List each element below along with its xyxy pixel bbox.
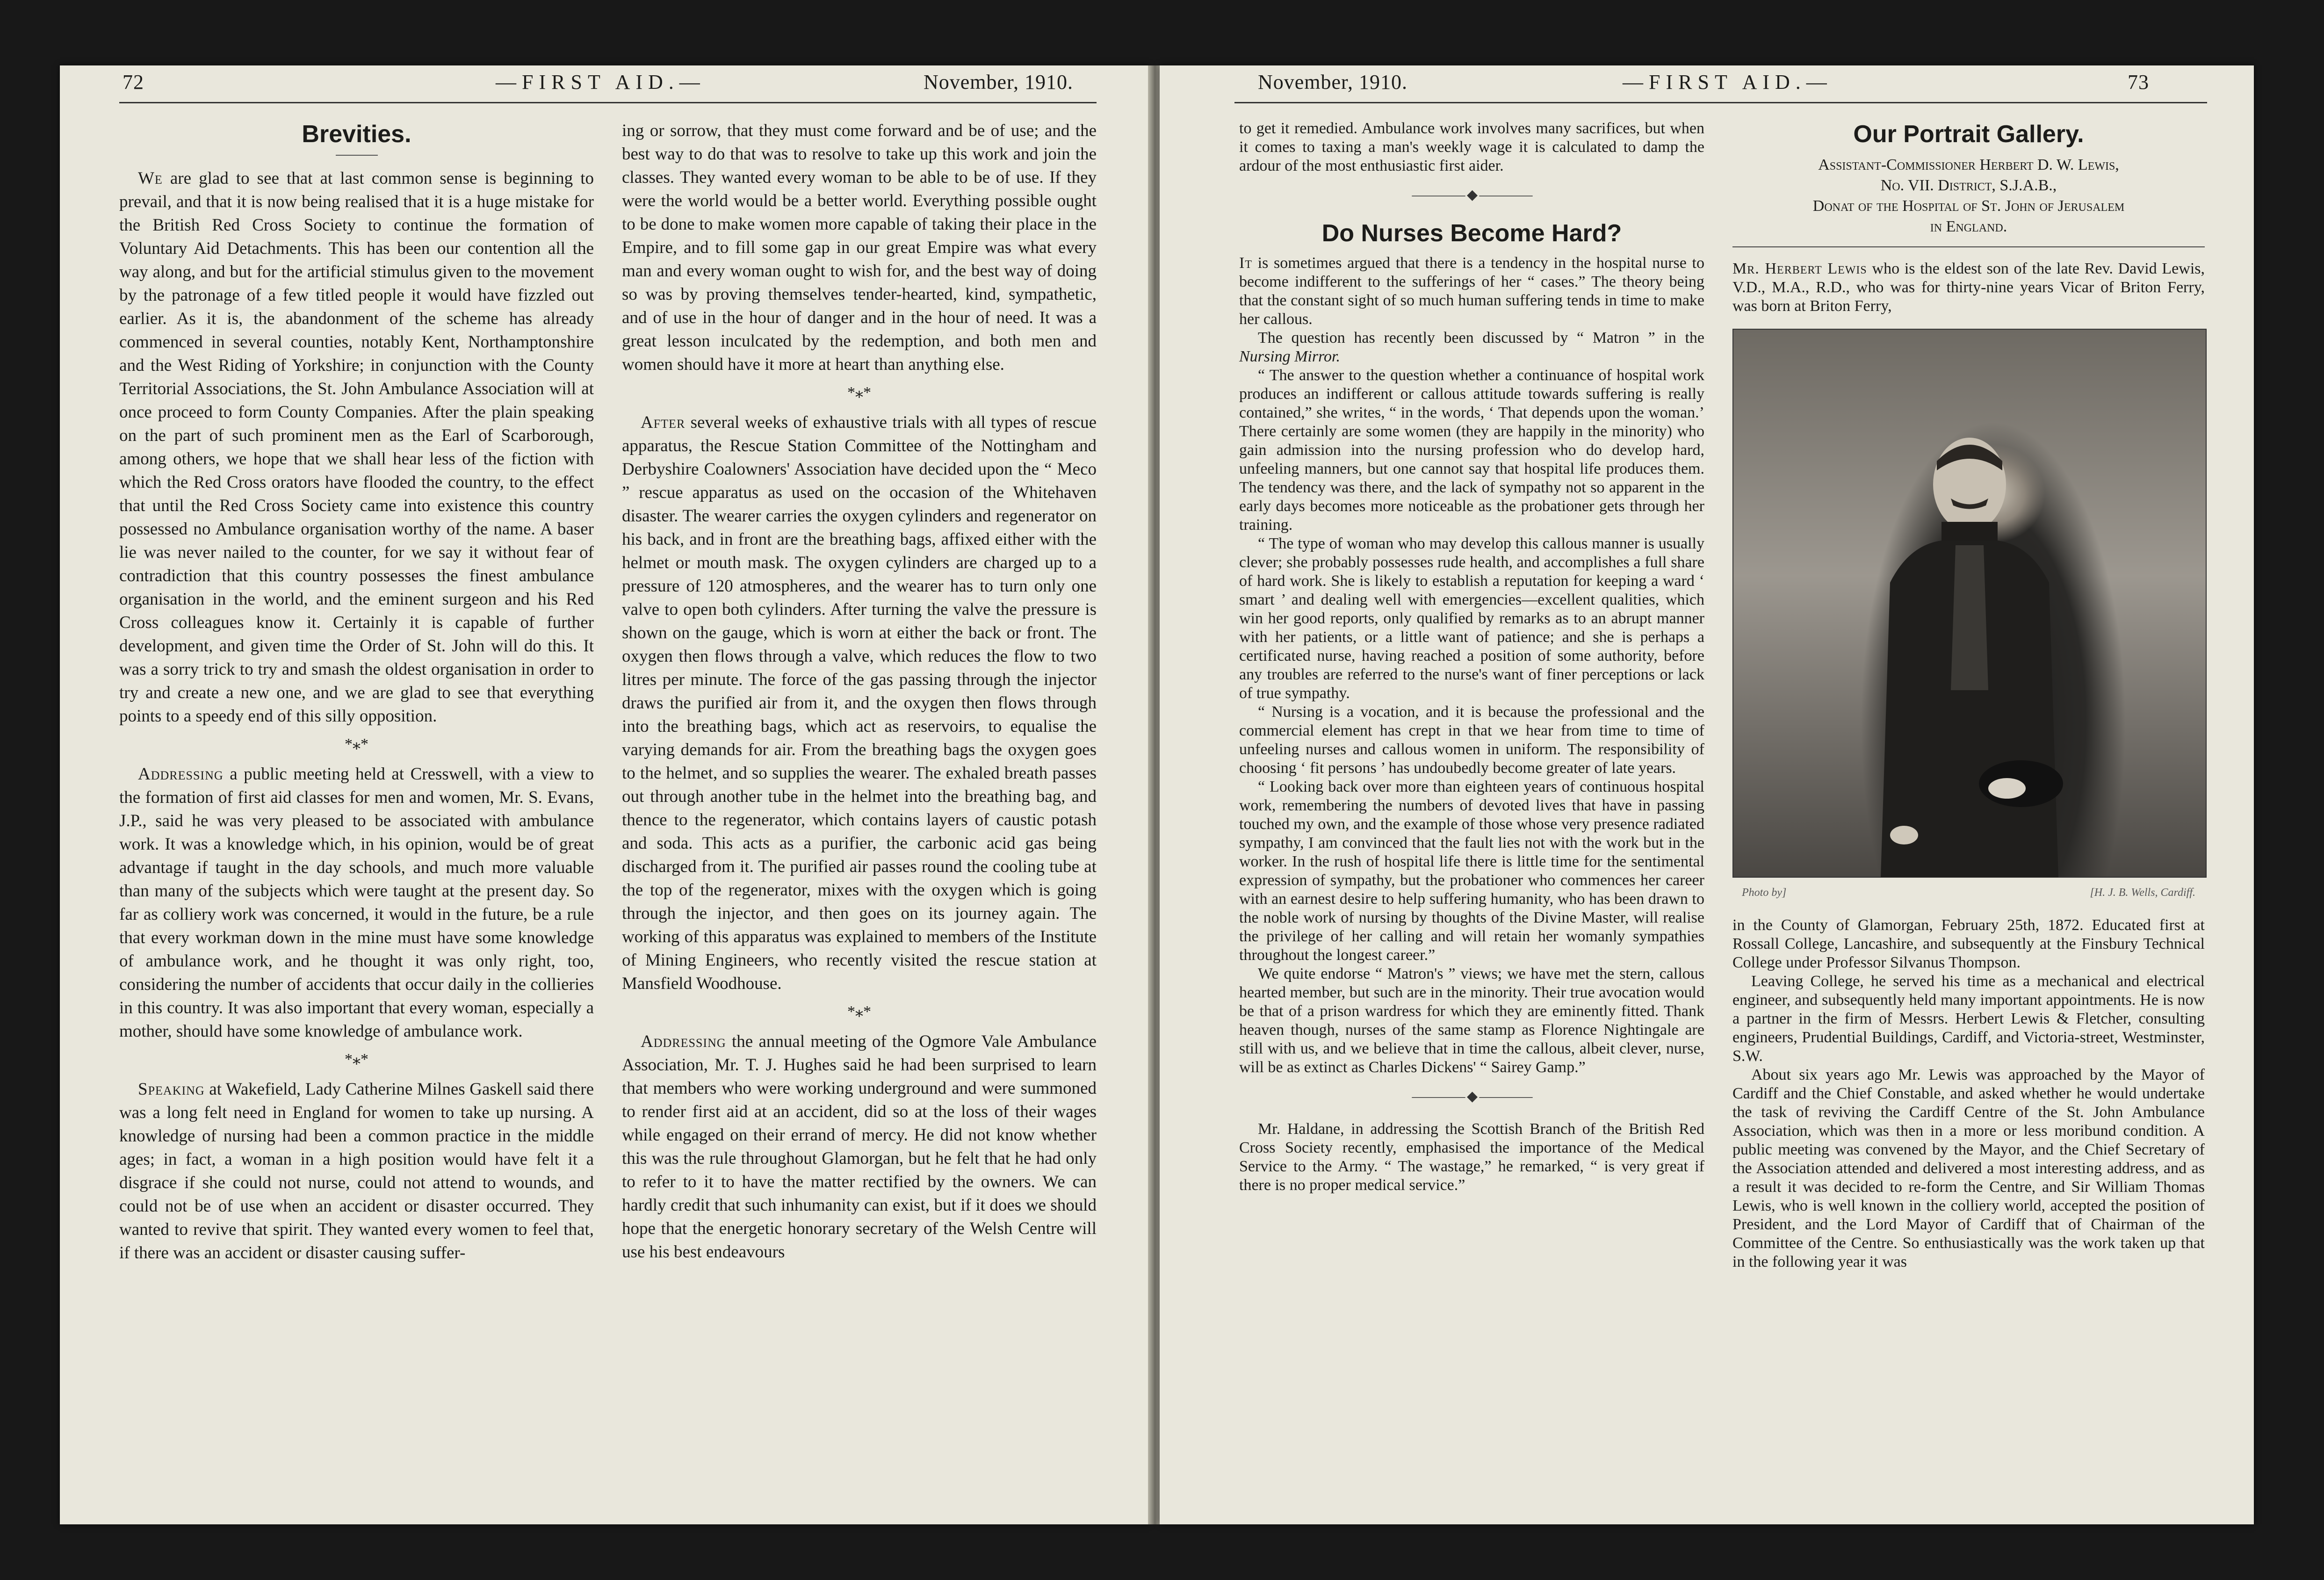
lead-word: Addressing [641,1032,726,1051]
paragraph-text: are glad to see that at last common sense is beginning to prevail, and that it is now being realised that it is a huge mistake for the British Red Cross Society to continue the formation of Voluntary Aid Detachments. This has been our contention all the way along, and but for the artificial stimulus given to the movement by the patronage of a few titled people it would have fizzled out earlier. As it is, the abandonment of the scheme has already commenced in several counties, notably Kent, Northamptonshire and the West Riding of Yorkshire; in conjunction with the County Territorial Associations, the St. John Ambulance Association will at once proceed to form County Companies. After the plain speaking on the part of such prominent men as the Earl of Scarborough, among others, we hope that we shall hear less of the fiction with which the Red Cross orators have flooded the country, to the effect that until the Red Cross Society came into existence this country possessed no Ambulance organisation worthy of the name. A baser lie was never nailed to the counter, for we say it without fear of contradiction that this country possesses the finest ambulance organisation in the world, and the eminent surgeon and his Red Cross colleagues know it. Certainly it is capable of further development, and given time the Order of St. John will do this. It was a sorry trick to try and smash the oldest organisation in order to try and create a new one, and we are glad to see that everything points to a speedy end of this silly opposition. [119,169,594,726]
haldane-paragraph: Mr. Haldane, in addressing the Scottish Branch of the British Red Cross Society recently, emphasised the importance of the Medical Service to the Army. “ The wastage,” he remarked, “ is very great if there is no proper medical service.” [1239,1120,1704,1194]
photo-caption [1732,878,2205,916]
nurses-paragraph-5: “ Nursing is a vocation, and it is because the professional and the commercial element has crept in that we hear from time to time of unfeeling nurses and callous women in uniform. The responsibility of choosing ‘ fit persons ’ has undoubedly become greater of late years. [1239,703,1704,777]
portrait-photograph [1732,329,2207,878]
photo-credit-label: Photo by] [1742,887,1787,899]
byline-line-1: Assistant-Commissioner Herbert D. W. Lewis, [1818,156,2119,173]
byline-rule [1732,246,2205,247]
nurses-paragraph-2 [1239,329,1704,366]
header-rule-left [119,102,1097,103]
nurses-paragraph-7: We quite endorse “ Matron's ” views; we have met the stern, callous hearted member, but such are in the minority. Their true avocation would be that of a prison wardress for which they are eminently fitted. Thank heaven though, nurses of the same stamp as Florence Nightingale are still with us, and we believe that in time the callous, albeit clever, nurse, will be as extinct as Charles Dickens' “ Sairey Gamp.” [1239,965,1704,1076]
paragraph-text: several weeks of exhaustive trials with all types of rescue apparatus, the Rescue Station Committee of the Nottingham and Derbyshire Coalowners' Association have decided upon the “ Meco ” rescue apparatus as used on the occasion of the Whitehaven disaster. The wearer carries the oxygen cylinders and regenerator on his back, and in front are the breathing bags, affixed either with the helmet or mouth mask. The oxygen cylinders are charged up to a pressure of 120 atmospheres, and the wearer has to turn only one valve to open both cylinders. After turning the valve the pressure is shown on the gauge, which is worn at either the back or front. The oxygen then flows through a valve, which reduces the flow to two litres per minute. The force of the gas passing through the injector draws the purified air from it, and the oxygen then flows through into the breathing bags, which act as reservoirs, to equalise the varying demands for air. From the breathing bags the oxygen goes to the helmet, and so supplies the wearer. The exhaled breath passes out through another tube in the helmet into the breathing bag, and thence to the regenerator, which contains layers of caustic potash and soda. This acts as a purifier, the carbonic acid gas being discharged from it. The purified air passes round the cooling tube at the top of the regenerator, mixes with the oxygen which is going through the injector, and then goes on its journey again. The working of this apparatus was explained to members of the Institute of Mining Engineers, who recently visited the rescue station at Mansfield Woodhouse. [622,413,1097,993]
lead-word: It [1239,254,1252,272]
byline-line-3: Donat of the Hospital of St. John of Jerusalem [1812,197,2125,215]
nurses-paragraph-6: “ Looking back over more than eighteen years of continuous hospital work, remembering the numbers of devoted lives that have in passing touched my own, and the example of those whose very presence radiated sympathy, I am convinced that the fault lies not with the work but in the worker. In the rush of hospital life there is little time for the sentimental expression of sympathy, but the probationer who commences her career with an earnest desire to help suffering humanity, who has been drawn to the noble work of nursing by thoughts of the Divine Master, will realise the privilege of her calling and will retain her womanly sympathies throughout the longest career.” [1239,778,1704,964]
lead-word: Speaking [138,1080,205,1099]
ogmore-vale-paragraph [622,1030,1097,1264]
publication-title: Nursing Mirror. [1239,348,1341,365]
page-number-right: 73 [2128,71,2149,94]
byline-line-4: in England. [1930,218,2007,235]
header-date-left: November, 1910. [924,71,1073,94]
continued-paragraph: to get it remedied. Ambulance work involves many sacrifices, but when it comes to taxing a man's weekly wage it is calculated to damp the ardour of the most enthusiastic first aider. [1239,120,1704,174]
header-date-right: November, 1910. [1258,71,1407,94]
right-column-2 [1732,119,2205,1271]
paragraph-text: at Wakefield, Lady Catherine Milnes Gaskell said there was a long felt need in England for women to take up nursing. A knowledge of nursing had been a common practice in the middle ages; in fact, a woman in a high position would have felt it a disgrace if she could not nurse, could not attend to wounds, and could not be of use when an accident or disaster occurred. They wanted to revive that spirit. They wanted every women to feel that, if there was an accident or disaster causing suffer- [119,1080,594,1263]
continued-paragraph: ing or sorrow, that they must come forward and be of use; and the best way to do that was to resolve to take up this work and join the classes. They wanted every woman to be able to be of use. If they were the world would be a better world. Everything possible ought to be done to make women more capable of taking their place in the Empire, and to fill some gap in our great Empire was what every man and every woman ought to wish for, and the best way of doing so was by proving themselves tender-hearted, kind, sympathetic, and of use in the hour of danger and in the hour of need. It was a great lesson inculcated by the redemption, and both men and women should have it more at heart than anything else. [622,121,1097,374]
left-column-1 [119,119,594,1265]
running-title-right: —FIRST AID.— [1623,71,1833,94]
nurses-paragraph-3: “ The answer to the question whether a continuance of hospital work produces an indifferent or callous attitude towards suffering is really contained,” she writes, “ in the words, ‘ That depends upon the woman.’ There certainly are some women (they are happily in the minority) who gain admission into the nursing profession who do develop hard, unfeeling manners, but one cannot say that hospital life produces them. The tendency was there, and the lack of sympathy not so apparent in the early days becomes more noticeable as the probationer gets through her training. [1239,367,1704,534]
photographer-credit: [H. J. B. Wells, Cardiff. [2090,887,2195,899]
section-divider: ———— ◆ ———— [1412,187,1532,202]
brevities-paragraph-2 [119,763,594,1043]
brevities-paragraph-1 [119,167,594,728]
portrait-gallery-heading: Our Portrait Gallery. [1853,121,2084,148]
portrait-paragraph-4: About six years ago Mr. Lewis was approached by the Mayor of Cardiff and the Chief Constable, and asked whether he would undertake the task of reviving the Cardiff Centre of the St. John Ambulance Association, which was then in a more or less moribund condition. A public meeting was convened by the Mayor, and the Chief Secretary of the Association attended and delivered a most interesting address, and as a result it was decided to re-form the Centre, and Sir William Thomas Lewis, who is well known in the colliery world, accepted the position of President, and the Lord Mayor of Cardiff that of Chairman of the Committee of the Centre. So enthusiastically was the work taken up that in the following year it was [1732,1066,2205,1270]
asterism-ornament: *⁎* [345,1051,368,1068]
paragraph-text: who is the eldest son of the late Rev. David Lewis, V.D., M.A., R.D., who was for thirty-nine years Vicar of Briton Ferry, was born at Briton Ferry, [1732,260,2205,315]
lead-word: We [138,169,163,188]
asterism-ornament: *⁎* [345,736,368,753]
paragraph-text: The question has recently been discussed by “ Matron ” in the [1258,329,1704,346]
paragraph-text: is sometimes argued that there is a tendency in the hospital nurse to become indifferent to the sufferings of her “ cases.” The theory being that the constant sight of so much human suffering tends in time to make her callous. [1239,254,1704,328]
left-column-2 [622,119,1097,1264]
asterism-ornament: *⁎* [847,384,871,401]
asterism-ornament: *⁎* [847,1003,871,1020]
nurses-heading: Do Nurses Become Hard? [1321,220,1622,247]
heading-rule [336,155,378,156]
lead-word: After [641,413,686,432]
byline-line-2: No. VII. District, S.J.A.B., [1880,177,2057,194]
header-rule-right [1234,102,2207,103]
lead-word: Mr. Herbert Lewis [1732,260,1867,277]
nurses-paragraph-4: “ The type of woman who may develop this callous manner is usually clever; she probably possesses rude health, and accomplishes a full share of hard work. She is likely to establish a reputation for keeping a ward ‘ smart ’ and dealing well with emergencies—excellent qualities, which win her good reports, only qualified by remarks as to an abrupt manner with her patients, or a little want of patience; and she is perhaps a certificated nurse, having reached a position of some authority, before any troubles are referred to the nurse's want of finer perceptions or lack of true sympathy. [1239,535,1704,702]
lead-word: Addressing [138,765,224,784]
portrait-paragraph-1 [1732,260,2205,316]
running-title-left: —FIRST AID.— [496,71,706,94]
nurses-paragraph-1 [1239,254,1704,329]
section-divider: ———— ◆ ———— [1412,1089,1532,1104]
page-number-left: 72 [123,71,144,94]
portrait-paragraph-2: in the County of Glamorgan, February 25th, 1872. Educated first at Rossall College, Lancashire, and subsequently at the Finsbury Technical College under Professor Silvanus Thompson. [1732,916,2205,971]
brevities-paragraph-3 [119,1078,594,1265]
paragraph-text: a public meeting held at Cresswell, with a view to the formation of first aid classes for men and women, Mr. S. Evans, J.P., said he was very pleased to be associated with ambulance work. It was a knowledge which, in his opinion, would be of great advantage if taught in the day schools, and much more valuable than many of the subjects which were taught at the present day. So far as colliery work was concerned, it would in the future, be a rule that every workman down in the mine must have some knowledge of ambulance work, and he thought it was only right, too, considering the number of accidents that occur daily in the collieries in this country. It was also important that every woman, especially a mother, should have some knowledge of ambulance work. [119,765,594,1041]
right-column-1 [1239,119,1704,1195]
portrait-paragraph-3: Leaving College, he served his time as a mechanical and electrical engineer, and subsequently held many important appointments. He is now a partner in the firm of Messrs. Herbert Lewis & Fletcher, consulting engineers, Prudential Buildings, Cardiff, and Victoria-street, Westminster, S.W. [1732,973,2205,1065]
portrait-figure [1871,428,2068,877]
brevities-heading: Brevities. [302,121,411,148]
paragraph-text: the annual meeting of the Ogmore Vale Ambulance Association, Mr. T. J. Hughes said he had been surprised to learn that members who were working underground and were summoned to render first aid at an accident, did so at the loss of their wages while engaged on their errand of mercy. He did not know whether this was the rule throughout Glamorgan, but he felt that he had only to refer to it to have the matter rectified by the owners. We can hardly credit that such inhumanity can exist, but if it does we should hope that the energetic honorary secretary of the Welsh Centre will use his best endeavours [622,1032,1097,1262]
rescue-apparatus-paragraph [622,411,1097,996]
